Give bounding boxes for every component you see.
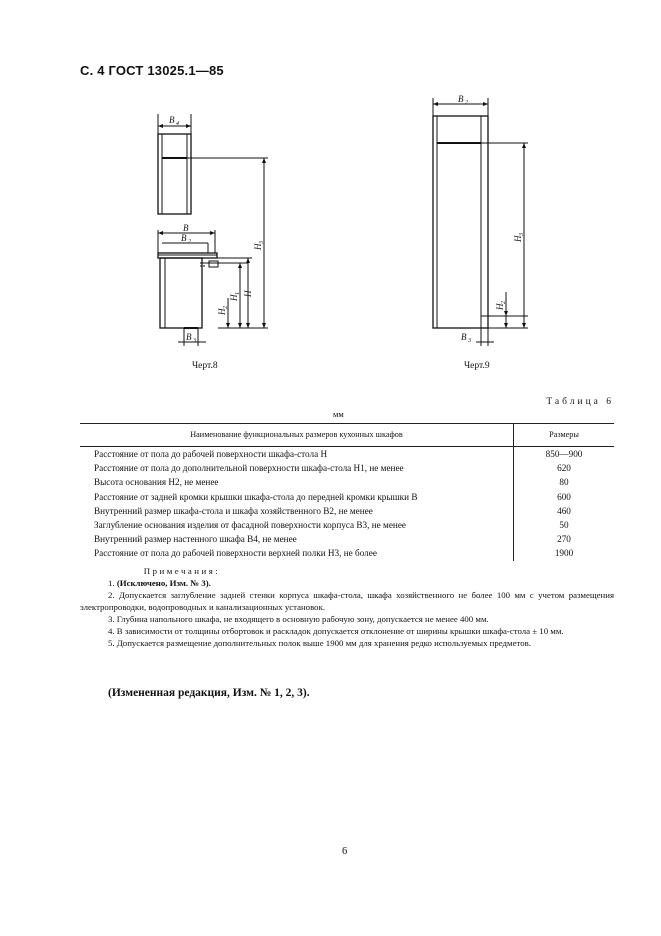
label-b2-sub: 2: [188, 239, 191, 245]
notes-title: Примечания:: [143, 566, 221, 576]
label-b3: B: [186, 332, 192, 342]
caption-chert-9: Черт.9: [464, 361, 490, 371]
table-row: Высота основания H2, не менее 80: [80, 475, 614, 489]
table-row: Расстояние от пола до рабочей поверхности верхней полки H3, не более 1900: [80, 546, 614, 560]
label-h3-sub: 3: [259, 241, 265, 244]
label-b3-sub-fig9: 3: [468, 338, 471, 344]
label-b2-sub-fig9: 2: [465, 100, 468, 106]
header-name: Наименование функциональных размеров кухонных шкафов: [190, 429, 403, 439]
table-row: Расстояние от пола до дополнительной поверхности шкафа-стола H1, не менее 620: [80, 461, 614, 475]
label-h1: H: [229, 294, 239, 301]
label-h3: H: [253, 243, 263, 250]
label-b2: B: [181, 233, 187, 243]
label-h2-sub-fig9: 2: [501, 301, 507, 304]
page-header: С. 4 ГОСТ 13025.1—85: [80, 63, 224, 78]
header-size: Размеры: [514, 424, 615, 447]
note-3: 3. Глубина напольного шкафа, не входящего в основную рабочую зону, допускается не менее 400 мм.: [108, 614, 489, 624]
label-b4: B: [169, 115, 175, 125]
label-h3-sub-fig9: 3: [519, 233, 525, 236]
note-4: 4. В зависимости от толщины отбортовок и раскладок допускается отклонение от ширины крышки шкафа-стола ± 10 мм.: [108, 626, 564, 636]
table-row: Внутренний размер шкафа-стола и шкафа хозяйственного B2, не менее 460: [80, 504, 614, 518]
note-1: 1. (Исключено, Изм. № 3).: [108, 578, 211, 588]
label-b2-fig9: B: [458, 94, 464, 104]
caption-chert-8: Черт.8: [192, 361, 218, 371]
note-5: 5. Допускается размещение дополнительных полок выше 1900 мм для хранения редко используемых предметов.: [108, 638, 531, 648]
notes-section: [80, 565, 614, 649]
label-h2-sub: 2: [223, 306, 229, 309]
table-unit: мм: [333, 409, 344, 419]
label-h2: H: [217, 308, 227, 315]
table-row: Заглубление основания изделия от фасадной поверхности корпуса B3, не менее 50: [80, 518, 614, 532]
amendment-note: (Измененная редакция, Изм. № 1, 2, 3).: [108, 687, 310, 699]
label-h1-sub: 1: [235, 292, 241, 295]
table-caption: Таблица 6: [546, 397, 614, 407]
label-h2-fig9: H: [495, 303, 505, 310]
page-number: 6: [342, 846, 348, 857]
label-h3-fig9: H: [513, 235, 523, 242]
label-b: B: [183, 223, 189, 233]
label-b3-fig9: B: [461, 332, 467, 342]
label-b4-sub: 4: [176, 121, 179, 127]
label-b3-sub: 3: [193, 338, 196, 344]
table-row: Расстояние от задней кромки крышки шкафа-стола до передней кромки крышки B 600: [80, 490, 614, 504]
note-2: 2. Допускается заглубление задней стенки корпуса шкафа-стола, шкафа хозяйственного не более 100 мм с учетом размещения электропроводки, водопроводных и канализационных установок.: [80, 590, 614, 612]
label-h: H: [243, 290, 253, 297]
table-row: Внутренний размер настенного шкафа B4, не менее 270: [80, 532, 614, 546]
table-row: Расстояние от пола до рабочей поверхности шкафа-стола H 850—900: [80, 447, 614, 462]
drawing-chert-8: [0, 0, 661, 380]
dimensions-table: [80, 423, 614, 561]
